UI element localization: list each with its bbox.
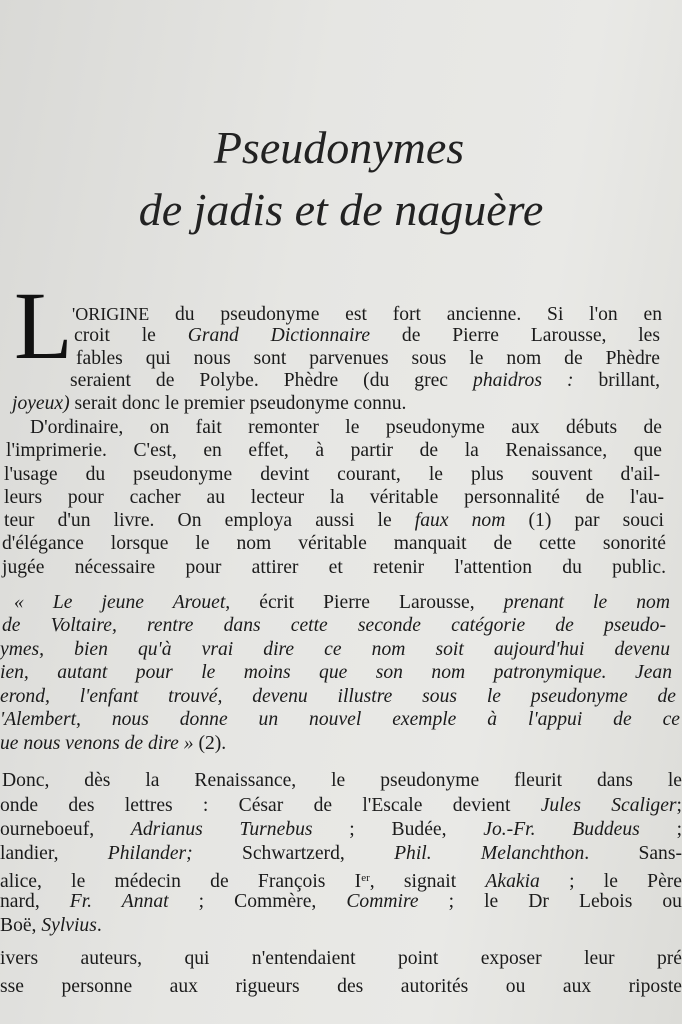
text-run: Jo.-Fr. Buddeus bbox=[483, 819, 640, 840]
text-line bbox=[76, 348, 660, 370]
text-run: Donc, dès la Renaissance, le pseudonyme fleurit dans le bbox=[2, 770, 682, 791]
text-line bbox=[4, 464, 660, 486]
text-run: ymes, bien qu'à vrai dire ce nom soit aujourd'hui devenu bbox=[0, 639, 670, 660]
page-title-line-2: de jadis et de naguère bbox=[138, 184, 544, 235]
text-run: ivers auteurs, qui n'entendaient point exposer leur pré bbox=[0, 948, 682, 969]
text-run: 'ORIGINE bbox=[72, 304, 150, 324]
text-line bbox=[12, 393, 522, 415]
text-line bbox=[0, 639, 670, 661]
text-line bbox=[0, 843, 682, 865]
text-line bbox=[2, 615, 666, 637]
text-run: Fr. Annat bbox=[69, 891, 169, 912]
text-run: croit le bbox=[74, 325, 188, 346]
text-run: prenant le nom bbox=[503, 592, 670, 613]
drop-cap-letter: L bbox=[14, 272, 73, 379]
text-run: du pseudonyme est fort ancienne. Si l'on en bbox=[149, 304, 662, 325]
text-run: Jules Scaliger bbox=[540, 795, 677, 816]
text-run: (2). bbox=[193, 733, 227, 754]
text-run: 'Alembert, nous donne un nouvel exemple à l'appui de ce bbox=[0, 709, 680, 730]
text-line bbox=[0, 662, 672, 684]
text-run: Adrianus Turnebus bbox=[130, 819, 313, 840]
text-run: ; Commère, bbox=[168, 891, 347, 912]
text-line bbox=[0, 948, 682, 970]
text-line bbox=[74, 325, 660, 347]
text-run: Boë, bbox=[0, 915, 42, 936]
text-run: onde des lettres : César de l'Escale devient bbox=[0, 795, 541, 816]
text-run: sse personne aux rigueurs des autorités ou aux riposte bbox=[0, 976, 682, 997]
text-run: Grand Dictionnaire bbox=[187, 325, 371, 346]
text-line bbox=[14, 592, 670, 614]
text-run: alice, le médecin de François I bbox=[0, 871, 362, 892]
text-line bbox=[0, 733, 360, 755]
text-line bbox=[0, 819, 682, 841]
text-run: ; Budée, bbox=[312, 819, 484, 840]
text-run: ue nous venons de dire » bbox=[0, 733, 194, 754]
text-run: . bbox=[96, 915, 102, 936]
text-line bbox=[0, 795, 682, 817]
text-line bbox=[0, 915, 150, 937]
text-run: leurs pour cacher au lecteur la véritable personnalité de l'au- bbox=[4, 487, 664, 508]
text-run: (1) par souci bbox=[505, 510, 664, 531]
page-title-line-1: Pseudonymes bbox=[213, 122, 465, 173]
text-run: l'imprimerie. C'est, en effet, à partir de la Renaissance, que bbox=[6, 440, 662, 461]
text-run: phaidros : bbox=[473, 370, 574, 391]
text-run: . Sans- bbox=[584, 843, 682, 864]
text-line bbox=[4, 487, 664, 509]
text-run: landier, bbox=[0, 843, 108, 864]
text-run: ; bbox=[676, 795, 682, 816]
text-run: Sylvius bbox=[41, 915, 97, 936]
text-line bbox=[0, 891, 682, 913]
text-run: joyeux) bbox=[12, 393, 70, 414]
text-run: , signait bbox=[369, 871, 486, 892]
text-run: Commire bbox=[346, 891, 419, 912]
text-run: ; le Père bbox=[539, 871, 682, 892]
text-line bbox=[70, 370, 660, 392]
text-line bbox=[2, 770, 682, 792]
text-run: ; le Dr Lebois ou bbox=[418, 891, 682, 912]
text-run: D'ordinaire, on fait remonter le pseudonyme aux débuts de bbox=[30, 417, 662, 438]
text-run: nard, bbox=[0, 891, 70, 912]
text-run: ien, autant pour le moins que son nom patronymique. Jean bbox=[0, 662, 672, 683]
text-line bbox=[0, 709, 680, 731]
text-run: seraient de Polybe. Phèdre (du grec bbox=[70, 370, 474, 391]
text-line bbox=[0, 686, 676, 708]
text-run: écrit Pierre Larousse, bbox=[230, 592, 504, 613]
text-run: Schwartzerd, bbox=[192, 843, 395, 864]
text-run: ; bbox=[639, 819, 682, 840]
text-line bbox=[0, 867, 682, 893]
text-run: de Pierre Larousse, les bbox=[370, 325, 661, 346]
text-run: de Voltaire, rentre dans cette seconde catégorie de pseudo- bbox=[2, 615, 666, 636]
text-line bbox=[6, 440, 662, 462]
text-run: Phil. Melanchthon bbox=[394, 843, 585, 864]
text-run: jugée nécessaire pour attirer et retenir l'attention du public. bbox=[2, 557, 666, 578]
text-run: brillant, bbox=[573, 370, 660, 391]
text-run: l'usage du pseudonyme devint courant, le plus souvent d'ail- bbox=[4, 464, 660, 485]
text-run: fables qui nous sont parvenues sous le nom de Phèdre bbox=[76, 348, 660, 369]
text-line bbox=[2, 533, 666, 555]
text-run: Philander; bbox=[107, 843, 193, 864]
text-run: d'élégance lorsque le nom véritable manquait de cette sonorité bbox=[2, 533, 666, 554]
text-run: « Le jeune Arouet, bbox=[14, 592, 231, 613]
text-line bbox=[2, 557, 666, 579]
text-run: faux nom bbox=[414, 510, 506, 531]
text-line bbox=[72, 303, 662, 326]
text-run: teur d'un livre. On employa aussi le bbox=[4, 510, 415, 531]
text-run: erond, l'enfant trouvé, devenu illustre sous le pseudonyme de bbox=[0, 686, 676, 707]
text-line bbox=[4, 510, 664, 532]
text-line bbox=[0, 976, 682, 998]
text-run: Akakia bbox=[485, 871, 540, 892]
text-run: ourneboeuf, bbox=[0, 819, 131, 840]
text-line bbox=[30, 417, 662, 439]
text-run: er bbox=[361, 872, 370, 884]
text-run: serait donc le premier pseudonyme connu. bbox=[69, 393, 407, 414]
